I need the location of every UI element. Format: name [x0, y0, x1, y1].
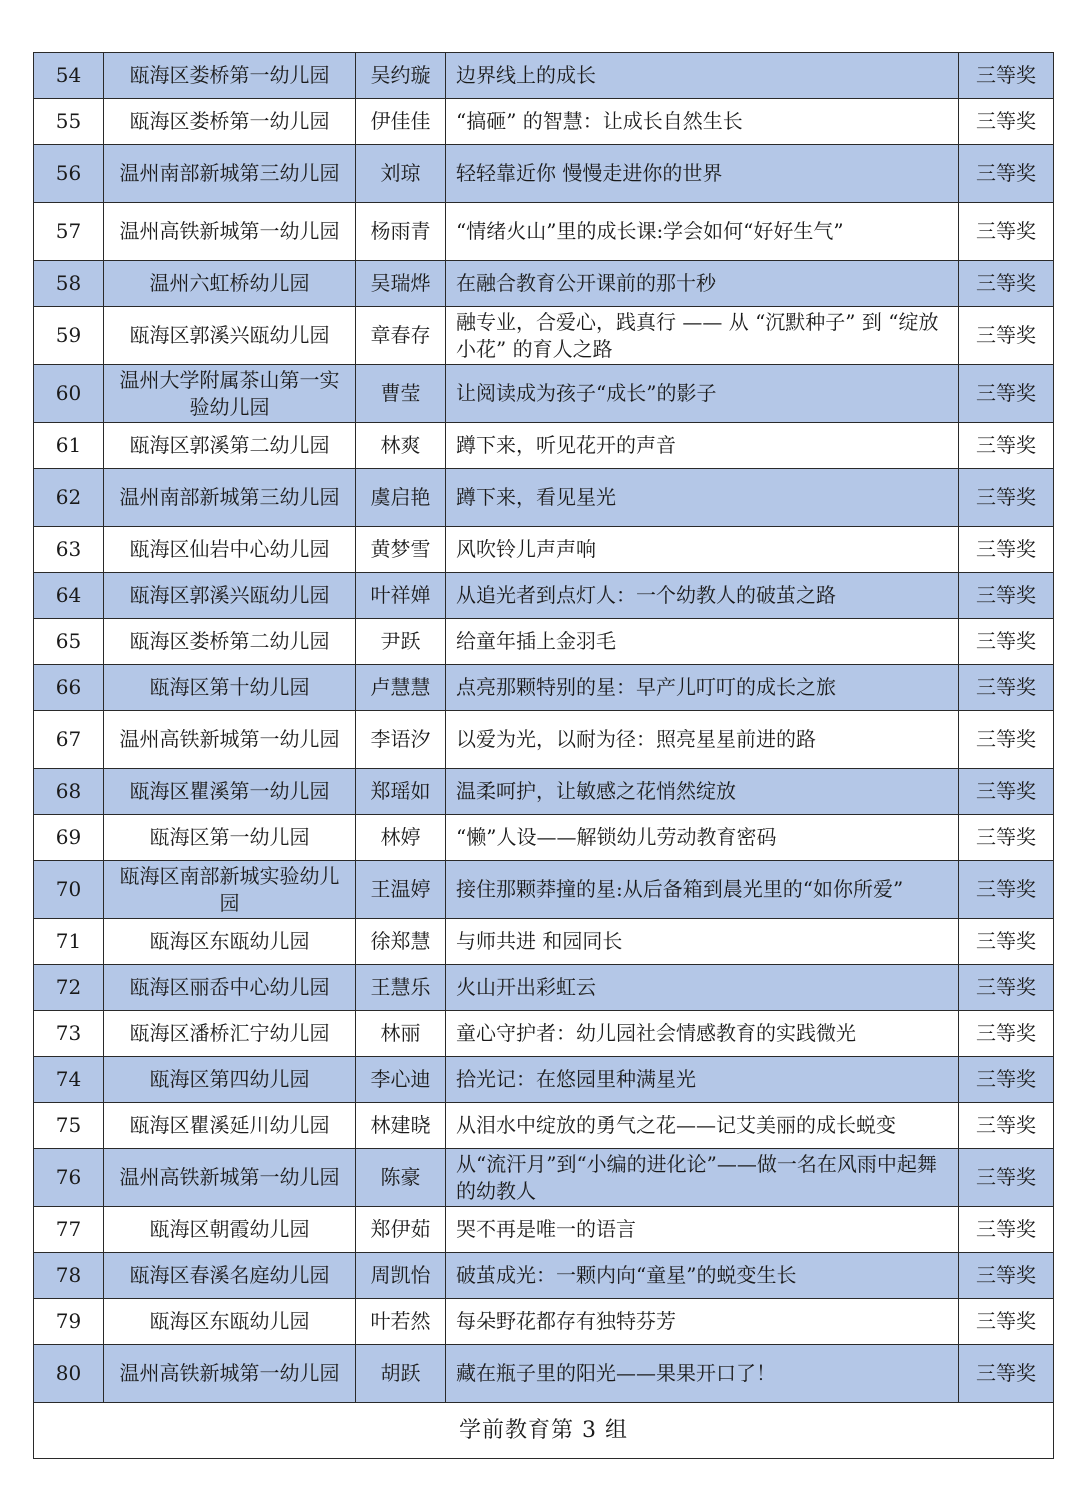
- row-number: 54: [34, 53, 104, 99]
- essay-title: 从“流汗月”到“小编的进化论”——做一名在风雨中起舞的幼教人: [446, 1149, 959, 1207]
- award-level: 三等奖: [959, 619, 1054, 665]
- award-level: 三等奖: [959, 99, 1054, 145]
- school-name: 瓯海区仙岩中心幼儿园: [104, 527, 356, 573]
- table-row: [34, 261, 1054, 307]
- essay-title: 温柔呵护，让敏感之花悄然绽放: [446, 769, 959, 815]
- table-row: [34, 203, 1054, 261]
- table-row: [34, 573, 1054, 619]
- person-name: 林建晓: [356, 1103, 446, 1149]
- row-number: 57: [34, 203, 104, 261]
- row-number: 60: [34, 365, 104, 423]
- school-name: 温州南部新城第三幼儿园: [104, 145, 356, 203]
- school-name: 瓯海区朝霞幼儿园: [104, 1207, 356, 1253]
- school-name: 温州高铁新城第一幼儿园: [104, 1345, 356, 1403]
- table-row: [34, 527, 1054, 573]
- table-row: [34, 619, 1054, 665]
- person-name: 吴约璇: [356, 53, 446, 99]
- essay-title: 拾光记：在悠园里种满星光: [446, 1057, 959, 1103]
- table-row: [34, 1299, 1054, 1345]
- row-number: 64: [34, 573, 104, 619]
- school-name: 瓯海区瞿溪第一幼儿园: [104, 769, 356, 815]
- person-name: 郑伊茹: [356, 1207, 446, 1253]
- school-name: 瓯海区第十幼儿园: [104, 665, 356, 711]
- essay-title: “情绪火山”里的成长课:学会如何“好好生气”: [446, 203, 959, 261]
- award-level: 三等奖: [959, 861, 1054, 919]
- essay-title: 点亮那颗特别的星：早产儿叮叮的成长之旅: [446, 665, 959, 711]
- table-row: [34, 1207, 1054, 1253]
- essay-title: 在融合教育公开课前的那十秒: [446, 261, 959, 307]
- row-number: 58: [34, 261, 104, 307]
- table-row: [34, 423, 1054, 469]
- table-row: [34, 1253, 1054, 1299]
- row-number: 73: [34, 1011, 104, 1057]
- essay-title: 以爱为光，以耐为径：照亮星星前进的路: [446, 711, 959, 769]
- school-name: 瓯海区郭溪第二幼儿园: [104, 423, 356, 469]
- school-name: 瓯海区春溪名庭幼儿园: [104, 1253, 356, 1299]
- person-name: 林丽: [356, 1011, 446, 1057]
- award-level: 三等奖: [959, 307, 1054, 365]
- table-row: [34, 53, 1054, 99]
- table-row: [34, 145, 1054, 203]
- essay-title: 蹲下来，听见花开的声音: [446, 423, 959, 469]
- row-number: 66: [34, 665, 104, 711]
- table-row: [34, 365, 1054, 423]
- essay-title: 蹲下来，看见星光: [446, 469, 959, 527]
- award-level: 三等奖: [959, 665, 1054, 711]
- person-name: 曹莹: [356, 365, 446, 423]
- row-number: 78: [34, 1253, 104, 1299]
- row-number: 75: [34, 1103, 104, 1149]
- person-name: 李语汐: [356, 711, 446, 769]
- table-row: [34, 769, 1054, 815]
- award-level: 三等奖: [959, 1149, 1054, 1207]
- essay-title: “搞砸” 的智慧：让成长自然生长: [446, 99, 959, 145]
- essay-title: 融专业，合爱心，践真行 —— 从 “沉默种子” 到 “绽放小花” 的育人之路: [446, 307, 959, 365]
- school-name: 瓯海区第四幼儿园: [104, 1057, 356, 1103]
- person-name: 叶若然: [356, 1299, 446, 1345]
- school-name: 瓯海区娄桥第二幼儿园: [104, 619, 356, 665]
- school-name: 瓯海区娄桥第一幼儿园: [104, 53, 356, 99]
- school-name: 瓯海区丽岙中心幼儿园: [104, 965, 356, 1011]
- row-number: 68: [34, 769, 104, 815]
- table-row: [34, 965, 1054, 1011]
- row-number: 77: [34, 1207, 104, 1253]
- row-number: 70: [34, 861, 104, 919]
- person-name: 伊佳佳: [356, 99, 446, 145]
- row-number: 59: [34, 307, 104, 365]
- person-name: 吴瑞烨: [356, 261, 446, 307]
- school-name: 温州高铁新城第一幼儿园: [104, 1149, 356, 1207]
- table-row: [34, 919, 1054, 965]
- person-name: 叶祥婵: [356, 573, 446, 619]
- essay-title: 风吹铃儿声声响: [446, 527, 959, 573]
- essay-title: 从追光者到点灯人：一个幼教人的破茧之路: [446, 573, 959, 619]
- table-row: [34, 1345, 1054, 1403]
- school-name: 瓯海区潘桥汇宁幼儿园: [104, 1011, 356, 1057]
- award-level: 三等奖: [959, 1011, 1054, 1057]
- person-name: 林婷: [356, 815, 446, 861]
- school-name: 瓯海区东瓯幼儿园: [104, 1299, 356, 1345]
- row-number: 71: [34, 919, 104, 965]
- school-name: 瓯海区娄桥第一幼儿园: [104, 99, 356, 145]
- award-table-container: [33, 52, 1053, 1459]
- award-level: 三等奖: [959, 573, 1054, 619]
- row-number: 63: [34, 527, 104, 573]
- award-level: 三等奖: [959, 815, 1054, 861]
- row-number: 72: [34, 965, 104, 1011]
- table-row: [34, 665, 1054, 711]
- award-level: 三等奖: [959, 365, 1054, 423]
- row-number: 74: [34, 1057, 104, 1103]
- row-number: 62: [34, 469, 104, 527]
- award-level: 三等奖: [959, 261, 1054, 307]
- essay-title: 藏在瓶子里的阳光——果果开口了！: [446, 1345, 959, 1403]
- school-name: 温州大学附属茶山第一实验幼儿园: [104, 365, 356, 423]
- person-name: 刘琼: [356, 145, 446, 203]
- award-level: 三等奖: [959, 203, 1054, 261]
- school-name: 瓯海区瞿溪延川幼儿园: [104, 1103, 356, 1149]
- essay-title: 从泪水中绽放的勇气之花——记艾美丽的成长蜕变: [446, 1103, 959, 1149]
- essay-title: 破茧成光：一颗内向“童星”的蜕变生长: [446, 1253, 959, 1299]
- row-number: 56: [34, 145, 104, 203]
- essay-title: 火山开出彩虹云: [446, 965, 959, 1011]
- award-level: 三等奖: [959, 423, 1054, 469]
- person-name: 李心迪: [356, 1057, 446, 1103]
- row-number: 69: [34, 815, 104, 861]
- table-row: [34, 861, 1054, 919]
- award-level: 三等奖: [959, 1299, 1054, 1345]
- row-number: 61: [34, 423, 104, 469]
- person-name: 卢慧慧: [356, 665, 446, 711]
- group-footer-row: [34, 1403, 1054, 1459]
- essay-title: 童心守护者：幼儿园社会情感教育的实践微光: [446, 1011, 959, 1057]
- award-level: 三等奖: [959, 1057, 1054, 1103]
- essay-title: 哭不再是唯一的语言: [446, 1207, 959, 1253]
- essay-title: 轻轻靠近你 慢慢走进你的世界: [446, 145, 959, 203]
- row-number: 55: [34, 99, 104, 145]
- school-name: 温州高铁新城第一幼儿园: [104, 203, 356, 261]
- award-table-body: [34, 53, 1054, 1403]
- award-level: 三等奖: [959, 53, 1054, 99]
- essay-title: 与师共进 和园同长: [446, 919, 959, 965]
- person-name: 章春存: [356, 307, 446, 365]
- award-level: 三等奖: [959, 919, 1054, 965]
- school-name: 瓯海区第一幼儿园: [104, 815, 356, 861]
- person-name: 周凯怡: [356, 1253, 446, 1299]
- person-name: 郑瑶如: [356, 769, 446, 815]
- essay-title: “懒”人设——解锁幼儿劳动教育密码: [446, 815, 959, 861]
- award-level: 三等奖: [959, 1345, 1054, 1403]
- row-number: 65: [34, 619, 104, 665]
- essay-title: 每朵野花都存有独特芬芳: [446, 1299, 959, 1345]
- person-name: 虞启艳: [356, 469, 446, 527]
- table-row: [34, 469, 1054, 527]
- person-name: 王温婷: [356, 861, 446, 919]
- essay-title: 让阅读成为孩子“成长”的影子: [446, 365, 959, 423]
- row-number: 80: [34, 1345, 104, 1403]
- row-number: 79: [34, 1299, 104, 1345]
- award-level: 三等奖: [959, 1103, 1054, 1149]
- school-name: 温州高铁新城第一幼儿园: [104, 711, 356, 769]
- table-row: [34, 307, 1054, 365]
- school-name: 瓯海区南部新城实验幼儿园: [104, 861, 356, 919]
- award-level: 三等奖: [959, 1207, 1054, 1253]
- table-row: [34, 99, 1054, 145]
- school-name: 温州六虹桥幼儿园: [104, 261, 356, 307]
- person-name: 杨雨青: [356, 203, 446, 261]
- award-level: 三等奖: [959, 769, 1054, 815]
- row-number: 76: [34, 1149, 104, 1207]
- person-name: 胡跃: [356, 1345, 446, 1403]
- award-level: 三等奖: [959, 527, 1054, 573]
- table-row: [34, 711, 1054, 769]
- table-row: [34, 1103, 1054, 1149]
- award-level: 三等奖: [959, 965, 1054, 1011]
- table-row: [34, 815, 1054, 861]
- table-row: [34, 1011, 1054, 1057]
- person-name: 林爽: [356, 423, 446, 469]
- essay-title: 接住那颗莽撞的星:从后备箱到晨光里的“如你所爱”: [446, 861, 959, 919]
- award-level: 三等奖: [959, 469, 1054, 527]
- person-name: 黄梦雪: [356, 527, 446, 573]
- table-row: [34, 1057, 1054, 1103]
- award-level: 三等奖: [959, 145, 1054, 203]
- school-name: 瓯海区东瓯幼儿园: [104, 919, 356, 965]
- person-name: 陈豪: [356, 1149, 446, 1207]
- school-name: 瓯海区郭溪兴瓯幼儿园: [104, 573, 356, 619]
- school-name: 瓯海区郭溪兴瓯幼儿园: [104, 307, 356, 365]
- school-name: 温州南部新城第三幼儿园: [104, 469, 356, 527]
- essay-title: 边界线上的成长: [446, 53, 959, 99]
- person-name: 王慧乐: [356, 965, 446, 1011]
- group-label: 学前教育第 3 组: [34, 1403, 1054, 1459]
- person-name: 徐郑慧: [356, 919, 446, 965]
- award-table: [33, 52, 1054, 1459]
- table-row: [34, 1149, 1054, 1207]
- row-number: 67: [34, 711, 104, 769]
- award-level: 三等奖: [959, 1253, 1054, 1299]
- person-name: 尹跃: [356, 619, 446, 665]
- essay-title: 给童年插上金羽毛: [446, 619, 959, 665]
- award-level: 三等奖: [959, 711, 1054, 769]
